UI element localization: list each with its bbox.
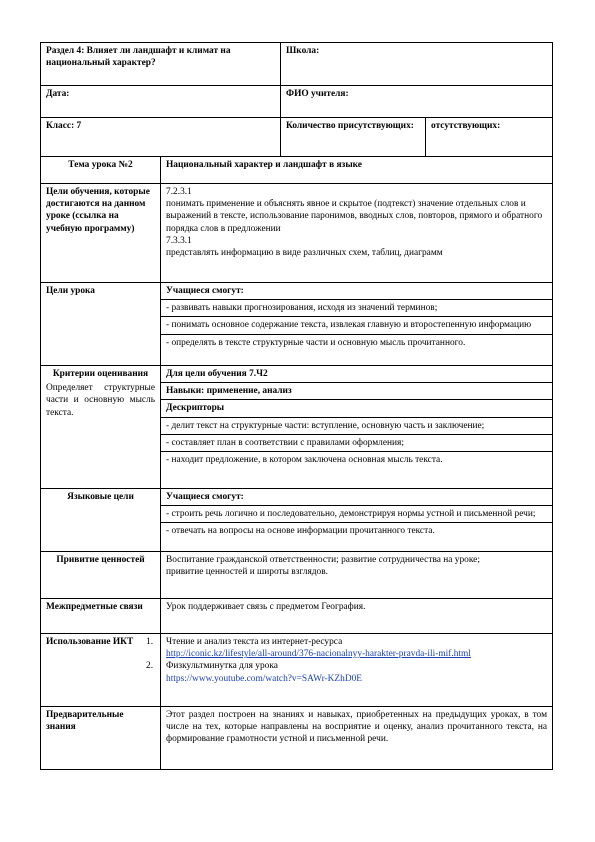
row-topic bbox=[41, 157, 553, 184]
ict-resource-link[interactable]: http://iconic.kz/lifestyle/all-around/376-nacionalnyy-harakter-pravda-ili-mif.html bbox=[166, 649, 471, 660]
class-field: Класс: 7 bbox=[41, 118, 281, 157]
ict-item-number: 2. bbox=[146, 661, 154, 672]
goal-code-2: 7.3.3.1 bbox=[166, 235, 192, 246]
teacher-field: ФИО учителя: bbox=[281, 86, 553, 118]
row-lesson-goals bbox=[41, 283, 553, 366]
lesson-plan-table bbox=[40, 42, 553, 770]
row-learning-goals bbox=[41, 184, 553, 283]
school-field: Школа: bbox=[281, 43, 553, 86]
lesson-goal-item: - развивать навыки прогнозирования, исходя из значений терминов; bbox=[161, 299, 552, 314]
values-text-2: привитие ценностей и широты взглядов. bbox=[166, 567, 329, 578]
criteria-descriptors: Дескрипторы bbox=[161, 399, 552, 414]
goal-text-2: представлять информацию в виде различных схем, таблиц, диаграмм bbox=[166, 248, 443, 259]
values-label: Привитие ценностей bbox=[41, 552, 161, 599]
values-value bbox=[161, 552, 553, 599]
ict-item-text: Физкультминутка для урока bbox=[166, 661, 278, 672]
prior-knowledge-value: Этот раздел построен на знаниях и навыках, приобретенных на предыдущих уроках, в том числе на тех, которые направлены на восприятие и оценку, анализ прочитанного текста, на формирование грамотности устной и письменной речи. bbox=[161, 707, 553, 770]
interdisciplinary-value: Урок поддерживает связь с предметом География. bbox=[161, 599, 553, 634]
criteria-label: Критерии оценивания bbox=[52, 369, 149, 379]
criteria-item: - составляет план в соответствии с правилами оформления; bbox=[161, 434, 552, 449]
criteria-label-cell bbox=[41, 366, 161, 489]
lesson-goal-item: - понимать основное содержание текста, извлекая главную и второстепенную информацию bbox=[161, 316, 552, 331]
section-title: Раздел 4: Влияет ли ландшафт и климат на национальный характер? bbox=[41, 43, 281, 86]
absent-field: отсутствующих: bbox=[426, 118, 553, 157]
ict-value bbox=[146, 634, 553, 707]
ict-list bbox=[146, 636, 547, 685]
ict-item bbox=[146, 636, 547, 660]
ict-video-link[interactable]: https://www.youtube.com/watch?v=SAWr-KZhD0E bbox=[166, 673, 363, 684]
topic-value: Национальный характер и ландшафт в языке bbox=[161, 157, 553, 184]
language-item: - строить речь логично и последовательно, демонстрируя нормы устной и письменной речи; bbox=[161, 505, 552, 520]
row-criteria bbox=[41, 366, 553, 489]
values-text-1: Воспитание гражданской ответственности; развитие сотрудничества на уроке; bbox=[166, 555, 480, 565]
language-item: - отвечать на вопросы на основе информации прочитанного текста. bbox=[161, 522, 552, 537]
header-row-class bbox=[41, 118, 553, 157]
lesson-goals-label: Цели урока bbox=[41, 283, 161, 366]
language-goals-label: Языковые цели bbox=[41, 489, 161, 552]
header-row-date bbox=[41, 86, 553, 118]
goal-text-1: понимать применение и объяснять явное и скрытое (подтекст) значение отдельных слов и выражений в тексте, использование паронимов, вводных слов, повторов, прямого и обратного порядка слов в предложении bbox=[166, 199, 543, 234]
criteria-skills: Навыки: применение, анализ bbox=[161, 382, 552, 397]
interdisciplinary-label: Межпредметные связи bbox=[41, 599, 161, 634]
ict-item-text: Чтение и анализ текста из интернет-ресурса bbox=[166, 637, 343, 647]
learning-goals-value bbox=[161, 184, 553, 283]
language-heading: Учащиеся смогут: bbox=[166, 492, 244, 502]
goal-code-1: 7.2.3.1 bbox=[166, 187, 192, 197]
ict-item bbox=[146, 660, 547, 684]
row-prior-knowledge bbox=[41, 707, 553, 770]
row-values bbox=[41, 552, 553, 599]
ict-item-number: 1. bbox=[146, 637, 154, 647]
lesson-goals-value bbox=[161, 283, 553, 366]
row-language-goals bbox=[41, 489, 553, 552]
criteria-item: - делит текст на структурные части: вступление, основную часть и заключение; bbox=[161, 417, 552, 432]
language-goals-value bbox=[161, 489, 553, 552]
criteria-heading: Для цели обучения 7.Ч2 bbox=[166, 369, 268, 379]
criteria-item: - находит предложение, в котором заключена основная мысль текста. bbox=[161, 451, 552, 466]
criteria-sublabel: Определяет структурные части и основную мысль текста. bbox=[46, 383, 155, 418]
criteria-value bbox=[161, 366, 553, 489]
row-ict bbox=[41, 634, 553, 707]
header-row-section bbox=[41, 43, 553, 86]
row-interdisciplinary bbox=[41, 599, 553, 634]
prior-knowledge-label: Предварительные знания bbox=[41, 707, 161, 770]
lesson-goal-item: - определять в тексте структурные части и основную мысль прочитанного. bbox=[161, 334, 552, 349]
topic-label: Тема урока №2 bbox=[41, 157, 161, 184]
ict-label: Использование ИКТ bbox=[41, 634, 161, 707]
date-field: Дата: bbox=[41, 86, 281, 118]
present-field: Количество присутствующих: bbox=[281, 118, 426, 157]
lesson-goals-heading: Учащиеся смогут: bbox=[166, 286, 244, 296]
learning-goals-label: Цели обучения, которые достигаются на данном уроке (ссылка на учебную программу) bbox=[41, 184, 161, 283]
